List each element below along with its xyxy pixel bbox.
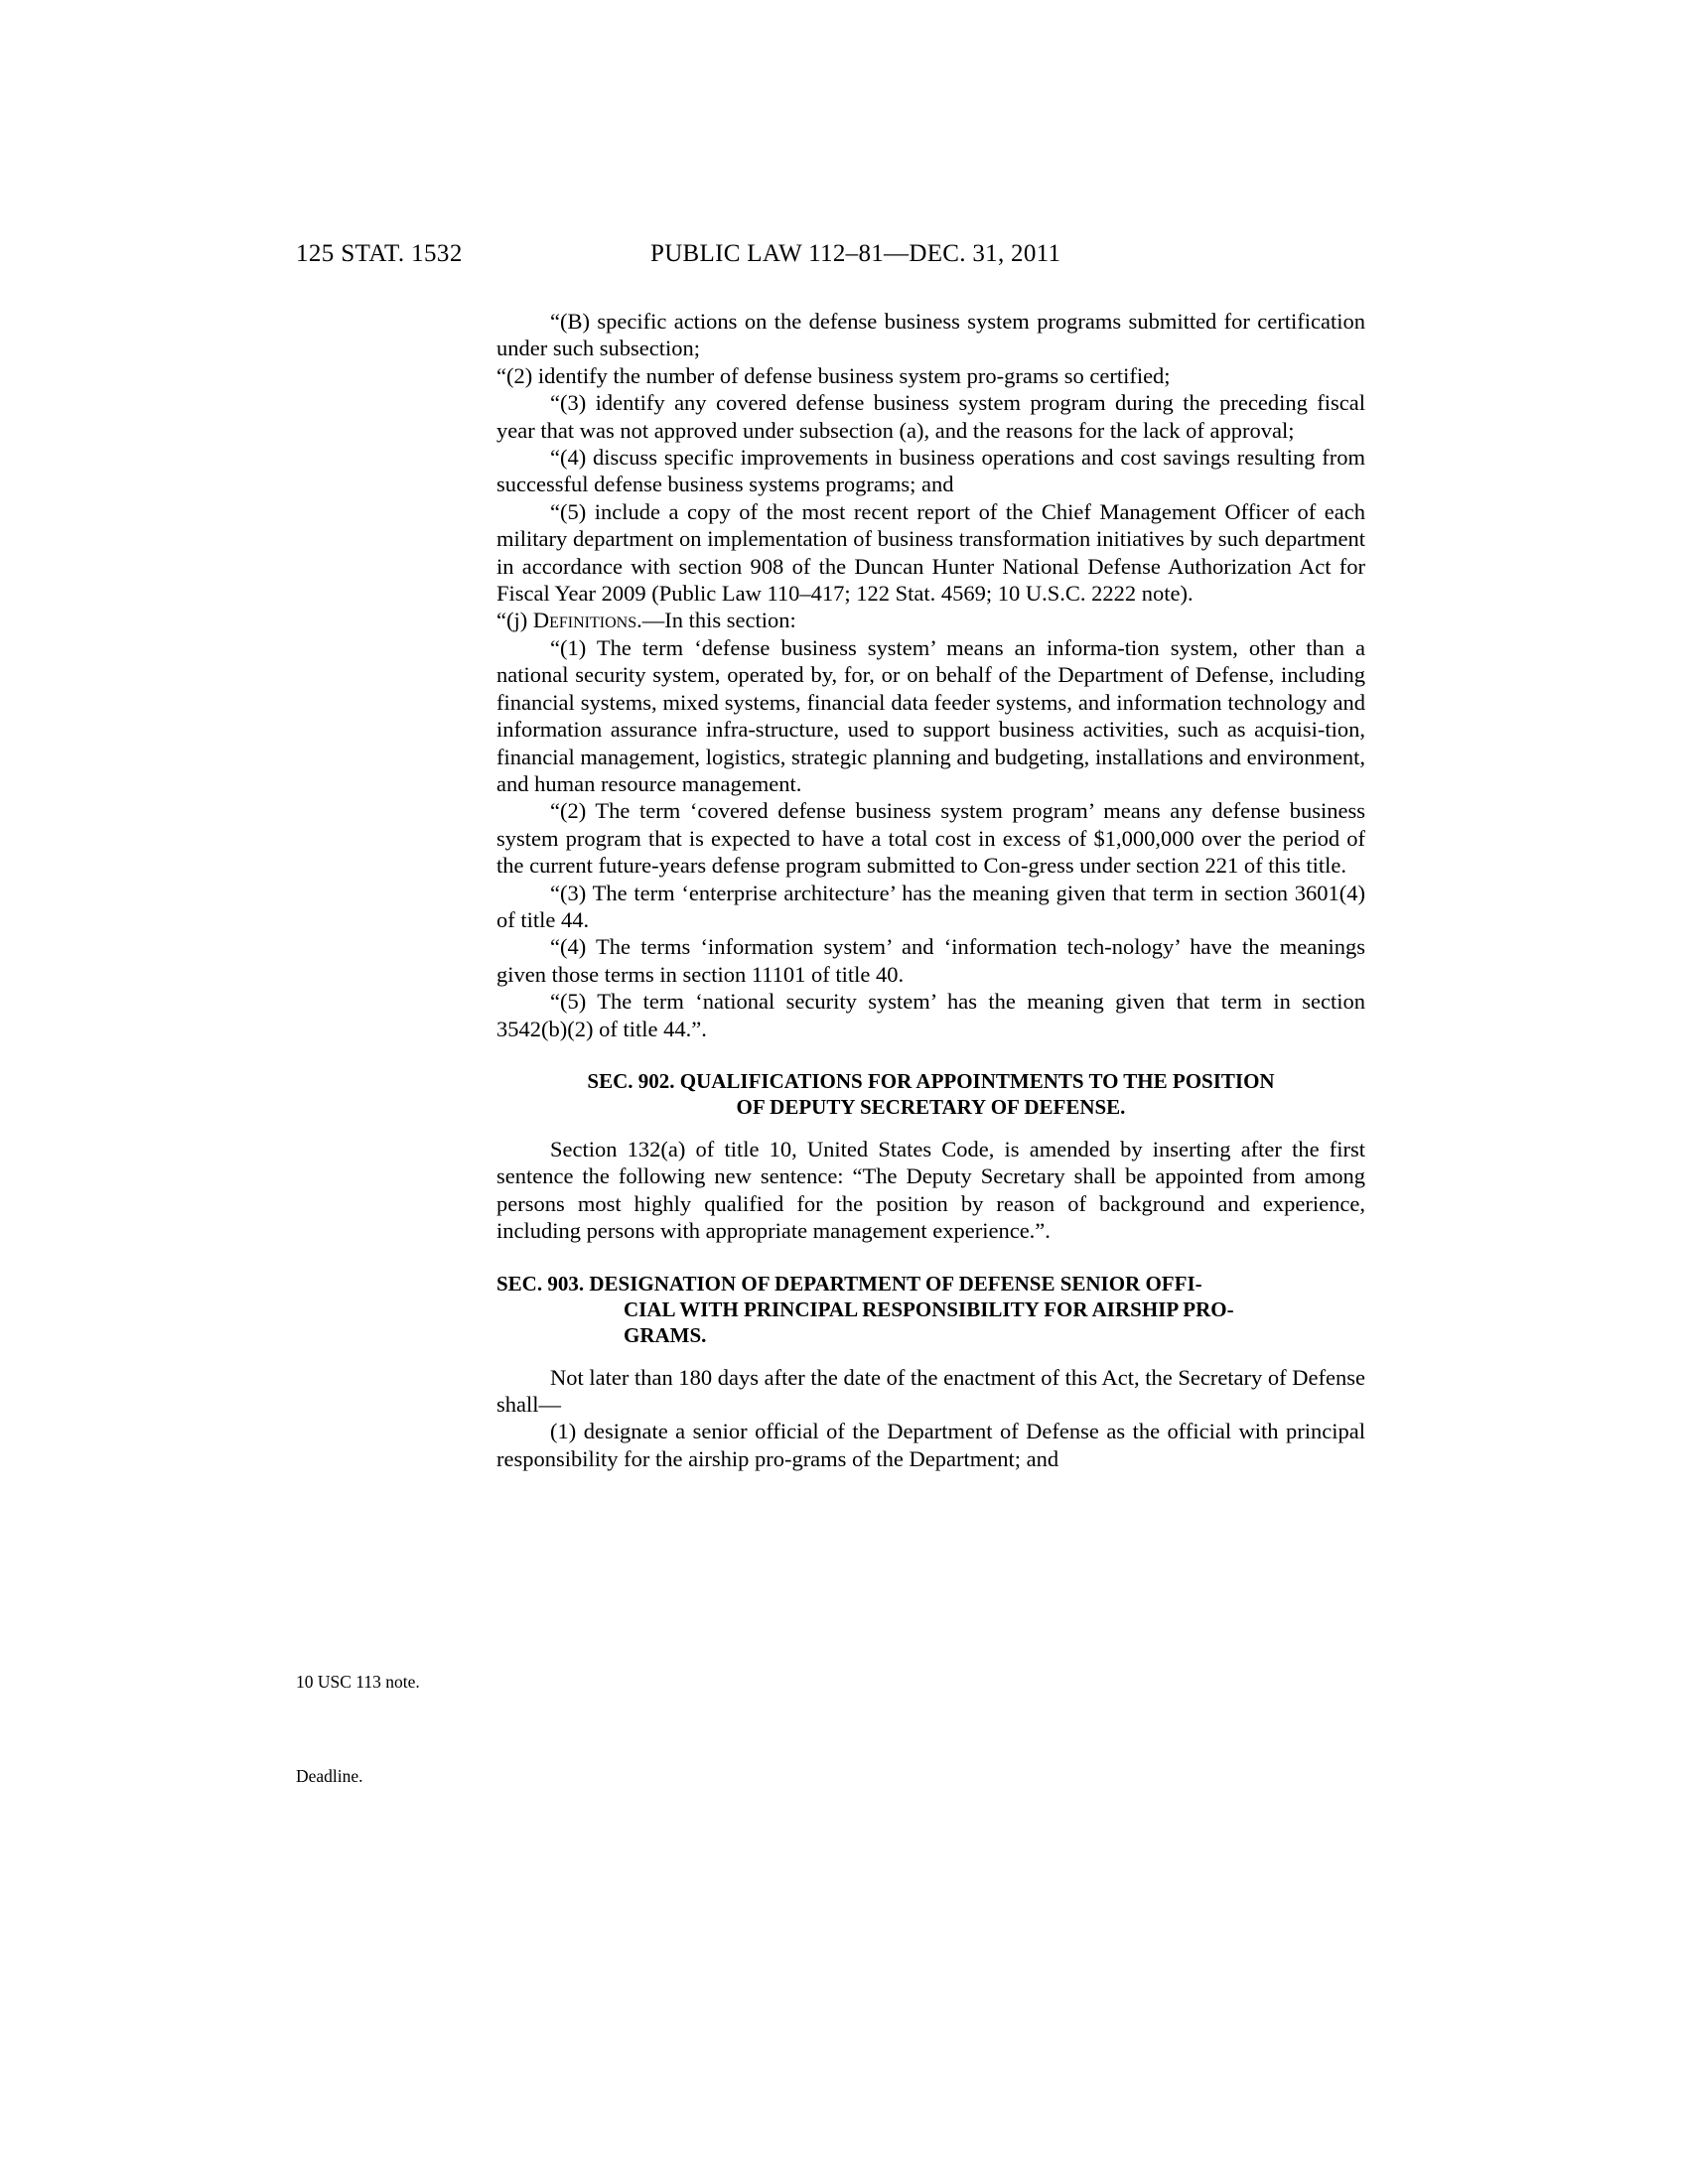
subsection-j-heading (496, 607, 1365, 633)
section-902-heading-line2: OF DEPUTY SECRETARY OF DEFENSE. (736, 1094, 1126, 1119)
body-column (496, 308, 1365, 1472)
subsection-j-suffix: —In this section: (641, 608, 796, 633)
paragraph-j1: “(1) The term ‘defense business system’ means an informa-tion system, other than a national security system, operated by, for, or on behalf of the Department of Defense, including financial systems, mixed systems, financial data feeder systems, and information technology and information assurance infra-structure, used to support business activities, such as acquisi-tion, financial management, logistics, strategic planning and budgeting, installations and environment, and human resource management. (496, 634, 1365, 796)
section-903-heading-line1: SEC. 903. DESIGNATION OF DEPARTMENT OF DEFENSE SENIOR OFFI- (496, 1271, 1202, 1296)
paragraph-2: “(2) identify the number of defense business system pro-grams so certified; (496, 362, 1171, 388)
page-header (0, 240, 1688, 274)
paragraph-B: “(B) specific actions on the defense business system programs submitted for certification under such subsection; (496, 309, 1365, 361)
paragraph-5: “(5) include a copy of the most recent report of the Chief Management Officer of each military department on implementation of business transformation initiatives by such department in accordance with section 908 of the Duncan Hunter National Defense Authorization Act for Fiscal Year 2009 (Public Law 110–417; 122 Stat. 4569; 10 U.S.C. 2222 note). (496, 498, 1365, 607)
section-902-body: Section 132(a) of title 10, United States Code, is amended by inserting after the first sentence the following new sentence: “The Deputy Secretary shall be appointed from among persons most highly qualified for the position by reason of background and experience, including persons with appropriate management experience.”. (496, 1136, 1365, 1244)
paragraph-3: “(3) identify any covered defense business system program during the preceding fiscal year that was not approved under subsection (a), and the reasons for the lack of approval; (496, 390, 1365, 443)
paragraph-j4: “(4) The terms ‘information system’ and ‘information tech-nology’ have the meanings given those terms in section 11101 of title 40. (496, 934, 1365, 987)
subsection-j-prefix: “(j) (496, 608, 533, 633)
paragraph-j5: “(5) The term ‘national security system’ has the meaning given that term in section 3542(b)(2) of title 44.”. (496, 989, 1365, 1041)
section-903-heading-line2: CIAL WITH PRINCIPAL RESPONSIBILITY FOR AIRSHIP PRO- (624, 1297, 1234, 1321)
section-902-heading-line1: SEC. 902. QUALIFICATIONS FOR APPOINTMENTS TO THE POSITION (587, 1068, 1275, 1093)
statute-citation: 125 STAT. 1532 (296, 240, 463, 267)
margin-note-usc: 10 USC 113 note. (296, 1672, 420, 1692)
section-903-paragraph-1: (1) designate a senior official of the Department of Defense as the official with principal responsibility for the airship pro-grams of the Department; and (496, 1419, 1365, 1471)
section-903-heading (496, 1271, 1365, 1348)
section-902-heading (496, 1068, 1365, 1120)
public-law-citation: PUBLIC LAW 112–81—DEC. 31, 2011 (650, 240, 1061, 267)
paragraph-j2: “(2) The term ‘covered defense business system program’ means any defense business system program that is expected to have a total cost in excess of $1,000,000 over the period of the current future-years defense program submitted to Con-gress under section 221 of this title. (496, 798, 1365, 879)
section-903-body: Not later than 180 days after the date of the enactment of this Act, the Secretary of Defense shall— (496, 1364, 1365, 1417)
paragraph-j3: “(3) The term ‘enterprise architecture’ has the meaning given that term in section 3601(4) of title 44. (496, 880, 1365, 932)
margin-note-deadline: Deadline. (296, 1766, 363, 1786)
definitions-label: Definitions. (532, 608, 642, 633)
section-903-heading-line3: GRAMS. (624, 1322, 707, 1347)
paragraph-4: “(4) discuss specific improvements in business operations and cost savings resulting from successful defense business systems programs; and (496, 445, 1365, 497)
